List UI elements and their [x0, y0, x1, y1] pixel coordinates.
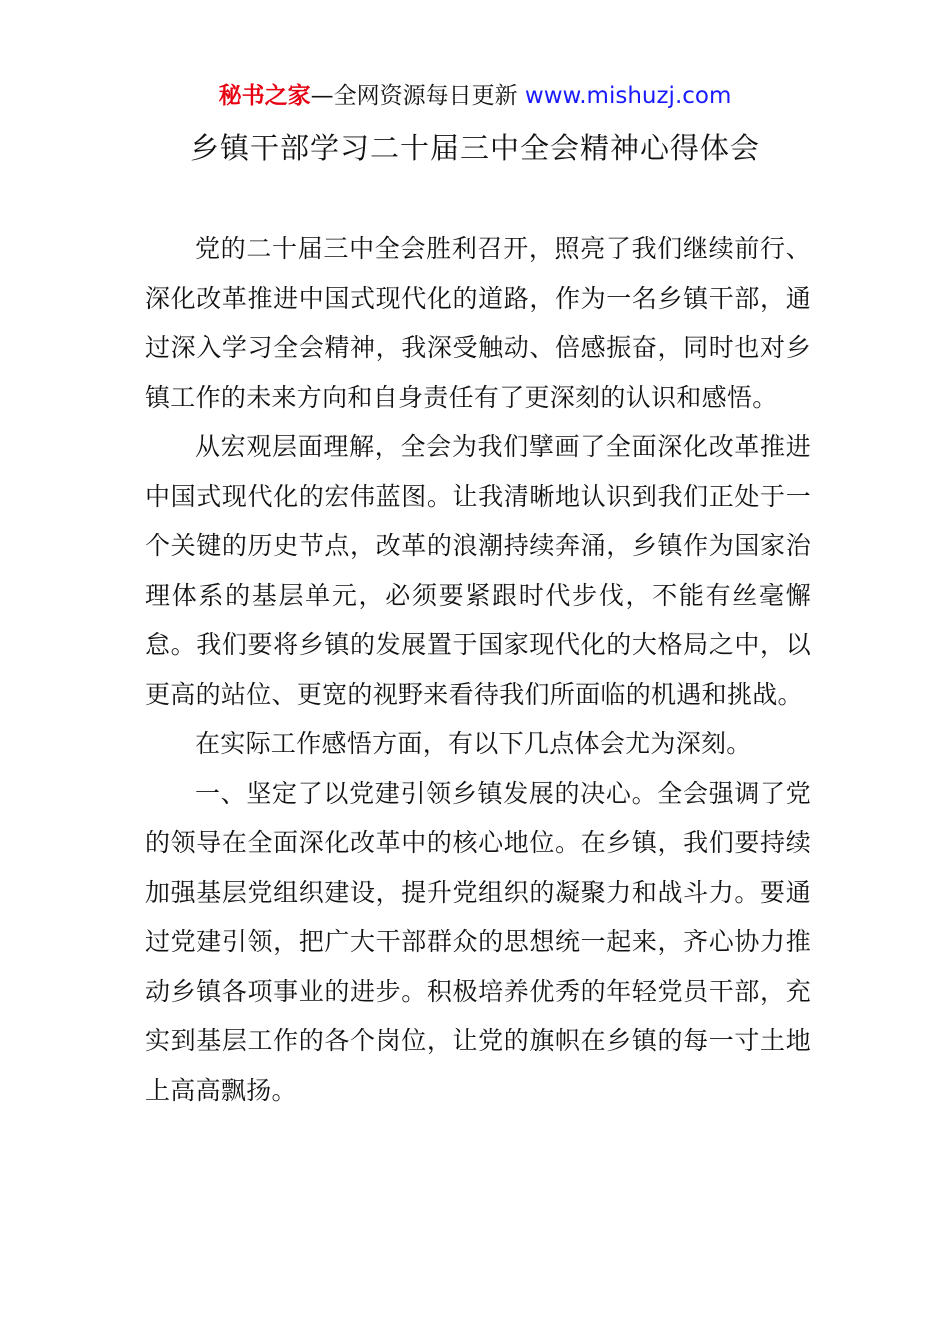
site-url-link[interactable]: www.mishuzj.com: [524, 83, 732, 109]
paragraph: 在实际工作感悟方面，有以下几点体会尤为深刻。: [195, 729, 752, 758]
paragraph: 一、坚定了以党建引领乡镇发展的决心。全会强调了党的领导在全面深化改革中的核心地位。在乡镇，我们要持续加强基层党组织建设，提升党组织的凝聚力和战斗力。要通过党建引领，把广大干部群众的思想统一起来，齐心协力推动乡镇各项事业的进步。积极培养优秀的年轻党员干部，充实到基层工作的各个岗位，让党的旗帜在乡镇的每一寸土地上高高飘扬。: [145, 778, 811, 1105]
document-body: [145, 224, 811, 1115]
paragraph: 党的二十届三中全会胜利召开，照亮了我们继续前行、深化改革推进中国式现代化的道路，作为一名乡镇干部，通过深入学习全会精神，我深受触动、倍感振奋，同时也对乡镇工作的未来方向和自身责任有了更深刻的认识和感悟。: [145, 234, 811, 412]
document-title: 乡镇干部学习二十届三中全会精神心得体会: [189, 131, 760, 165]
paragraph: 从宏观层面理解，全会为我们擘画了全面深化改革推进中国式现代化的宏伟蓝图。让我清晰地认识到我们正处于一个关键的历史节点，改革的浪潮持续奔涌，乡镇作为国家治理体系的基层单元，必须要紧跟时代步伐，不能有丝毫懈怠。我们要将乡镇的发展置于国家现代化的大格局之中，以更高的站位、更宽的视野来看待我们所面临的机遇和挑战。: [145, 432, 811, 709]
site-header: [0, 80, 950, 112]
site-brand: 秘书之家: [218, 83, 311, 109]
site-tagline: —全网资源每日更新: [310, 83, 525, 109]
